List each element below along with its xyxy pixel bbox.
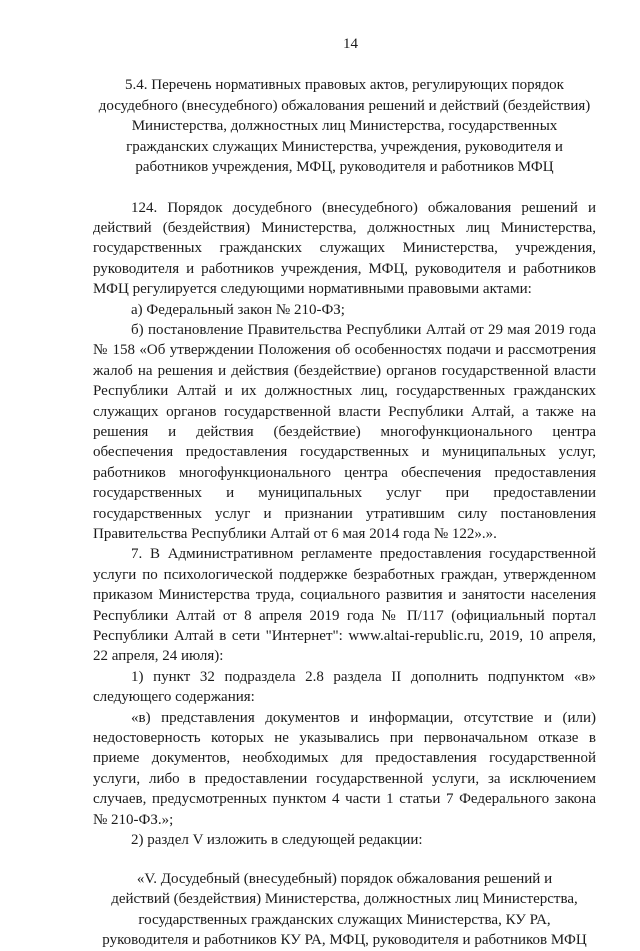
section-heading (93, 75, 596, 178)
section-heading-line: 5.4. Перечень нормативных правовых актов, регулирующих порядок (125, 77, 564, 93)
paragraph-item-a: а) Федеральный закон № 210-ФЗ; (131, 301, 345, 318)
page-number: 14 (343, 36, 358, 52)
paragraph-7: 7. В Административном регламенте предоставления государственной услуги по психологической поддержке безработных граждан, утвержденном приказом Министерства труда, социального развития и занятости населения Республики Алтай от 8 апреля 2019 года № П/117 (официальный портал Республики Алтай в сети "Интернет": www.altai-republic.ru, 2019, 10 апреля, 22 апреля, 24 июля): (93, 546, 596, 665)
section-v-heading (93, 869, 596, 951)
section-heading-line: досудебного (внесудебного) обжалования решений и действий (бездействия) (98, 97, 591, 114)
section-heading-line: работников учреждения, МФЦ, руководителя и работников МФЦ (135, 159, 554, 175)
section-v-heading-line: государственных гражданских служащих Министерства, КУ РА, (138, 911, 551, 928)
paragraph-item-b: б) постановление Правительства Республики Алтай от 29 мая 2019 года № 158 «Об утверждении Положения об особенностях подачи и рассмотрения жалоб на решения и действия (бездействие) органов государственной власти Республики Алтай и их должностных лиц, государственных гражданских служащих органов государственной власти Республики Алтай, а также на решения и действия (бездействие) многофункционального центра обеспечения предоставления государственных и муниципальных услуг, работников многофункционального центра обеспечения предоставления государственных и муниципальных услуг при предоставлении государственных услуг и признании утратившим силу постановления Правительства Республики Алтай от 6 мая 2014 года № 122».». (93, 321, 596, 542)
section-v-heading-line: руководителя и работников КУ РА, МФЦ, руководителя и работников МФЦ (102, 932, 587, 948)
paragraph-subitem-2: 2) раздел V изложить в следующей редакции: (131, 832, 423, 849)
section-v-heading-line: «V. Досудебный (внесудебный) порядок обжалования решений и (136, 870, 553, 887)
section-v-heading-line: действий (бездействия) Министерства, должностных лиц Министерства, (111, 891, 578, 907)
paragraph-124: 124. Порядок досудебного (внесудебного) обжалования решений и действий (бездействия) Министерства, должностных лиц Министерства, государственных гражданских служащих Министерства, учреждения, руководителя и работников учреждения, МФЦ, руководителя и работников МФЦ регулируется следующими нормативными правовыми актами: (93, 199, 596, 298)
body-text (93, 198, 596, 851)
paragraph-quoted-item-v: «в) представления документов и информации, отсутствие и (или) недостоверность которых не указывались при первоначальном отказе в приеме документов, необходимых для предоставления государственной услуги, либо в предоставлении государственной услуги, за исключением случаев, предусмотренных пунктом 4 части 1 статьи 7 Федерального закона № 210-ФЗ.»; (93, 709, 596, 828)
paragraph-subitem-1: 1) пункт 32 подраздела 2.8 раздела II дополнить подпунктом «в» следующего содержания: (93, 668, 596, 706)
section-heading-line: гражданских служащих Министерства, учреждения, руководителя и (126, 138, 563, 155)
section-heading-line: Министерства, должностных лиц Министерства, государственных (131, 118, 558, 134)
